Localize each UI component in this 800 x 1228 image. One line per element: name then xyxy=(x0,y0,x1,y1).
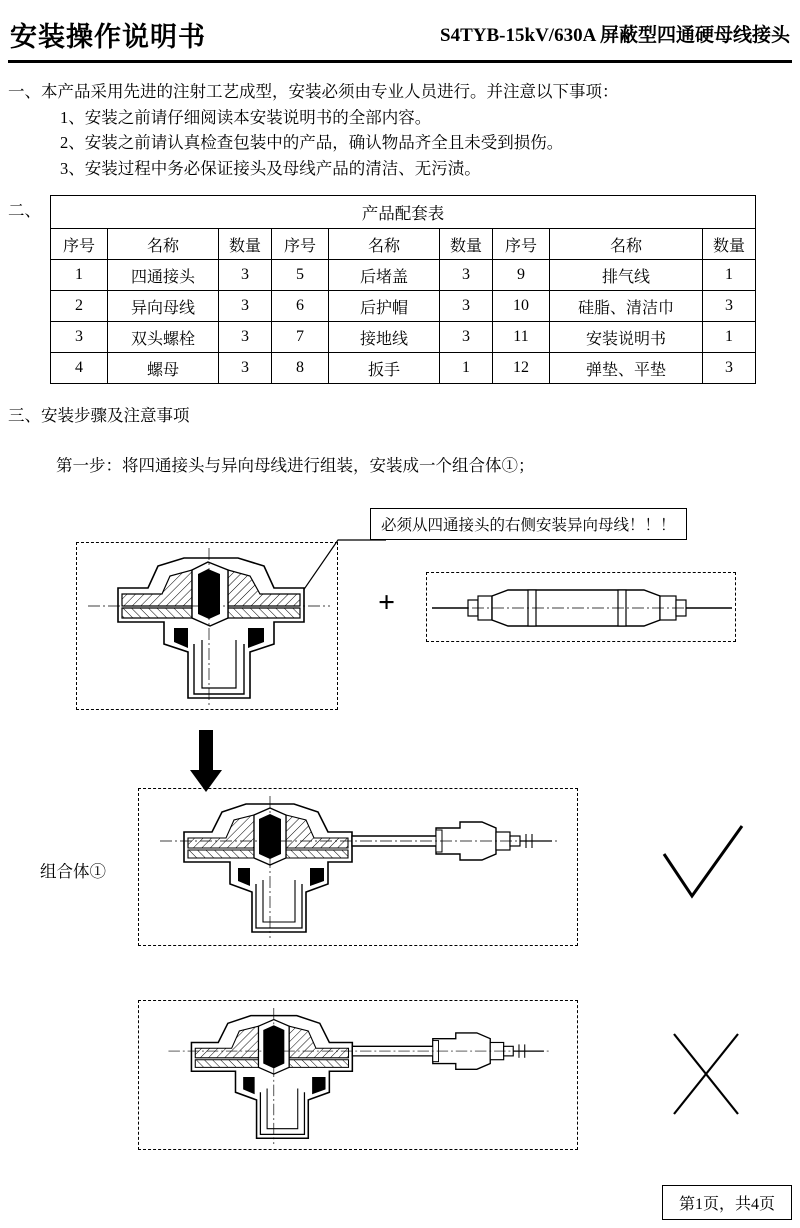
section-one-item-2: 2、安装之前请认真检查包装中的产品，确认物品齐全且未受到损伤。 xyxy=(60,133,564,153)
cell: 3 xyxy=(440,260,493,291)
page-frame xyxy=(8,8,792,1220)
cell: 后堵盖 xyxy=(329,260,440,291)
cell: 弹垫、平垫 xyxy=(550,353,703,384)
cell: 7 xyxy=(272,322,329,353)
col-header-qty-1: 数量 xyxy=(219,229,272,260)
section-one-intro-text: 本产品采用先进的注射工艺成型，安装必须由专业人员进行。并注意以下事项： xyxy=(41,82,619,101)
cell: 接地线 xyxy=(329,322,440,353)
cell: 双头螺栓 xyxy=(108,322,219,353)
product-model-title: S4TYB-15kV/630A 屏蔽型四通硬母线接头 xyxy=(440,25,790,46)
section-two-marker: 二、 xyxy=(8,201,41,221)
section-one-item-1: 1、安装之前请仔细阅读本安装说明书的全部内容。 xyxy=(60,107,432,127)
cross-mark-icon xyxy=(668,1028,744,1120)
cell: 1 xyxy=(51,260,108,291)
cell: 8 xyxy=(272,353,329,384)
busbar-figure xyxy=(432,582,732,634)
section-two xyxy=(8,195,792,384)
table-row xyxy=(51,353,756,384)
cell: 4 xyxy=(51,353,108,384)
cell: 3 xyxy=(440,322,493,353)
section-one-item-3: 3、安装过程中务必保证接头及母线产品的清洁、无污渍。 xyxy=(60,158,481,178)
cell: 1 xyxy=(703,322,756,353)
cell: 后护帽 xyxy=(329,291,440,322)
table-row xyxy=(51,322,756,353)
cell: 3 xyxy=(703,353,756,384)
cell: 螺母 xyxy=(108,353,219,384)
cell: 硅脂、清洁巾 xyxy=(550,291,703,322)
cell: 3 xyxy=(219,260,272,291)
page-title: 安装操作说明书 xyxy=(10,21,206,52)
down-arrow-icon xyxy=(186,730,226,794)
cell: 3 xyxy=(219,353,272,384)
section-one-marker: 一、 xyxy=(8,82,41,101)
section-one-intro xyxy=(8,79,792,105)
plus-symbol: + xyxy=(378,586,396,620)
col-header-name-2: 名称 xyxy=(329,229,440,260)
four-way-connector-figure xyxy=(88,548,330,706)
cell: 12 xyxy=(493,353,550,384)
table-caption-row xyxy=(51,196,756,229)
callout-note: 必须从四通接头的右侧安装异向母线！！！ xyxy=(370,508,687,540)
cell: 10 xyxy=(493,291,550,322)
col-header-qty-2: 数量 xyxy=(440,229,493,260)
cell: 3 xyxy=(440,291,493,322)
cell: 6 xyxy=(272,291,329,322)
parts-table xyxy=(50,195,756,384)
assembly-label: 组合体① xyxy=(40,862,106,882)
cell: 1 xyxy=(703,260,756,291)
page-number-box: 第1页，共4页 xyxy=(662,1185,792,1220)
table-row xyxy=(51,260,756,291)
cell: 9 xyxy=(493,260,550,291)
cell: 排气线 xyxy=(550,260,703,291)
figures-area xyxy=(8,490,792,1150)
table-header-row xyxy=(51,229,756,260)
cell: 11 xyxy=(493,322,550,353)
assembly-correct-figure xyxy=(160,796,560,938)
cell: 5 xyxy=(272,260,329,291)
cell: 3 xyxy=(219,291,272,322)
parts-table-caption: 产品配套表 xyxy=(51,196,756,229)
cell: 3 xyxy=(219,322,272,353)
cell: 扳手 xyxy=(329,353,440,384)
section-three-title: 三、安装步骤及注意事项 xyxy=(8,406,190,426)
col-header-idx-1: 序号 xyxy=(51,229,108,260)
check-mark-icon xyxy=(658,820,748,910)
col-header-idx-2: 序号 xyxy=(272,229,329,260)
cell: 1 xyxy=(440,353,493,384)
col-header-idx-3: 序号 xyxy=(493,229,550,260)
col-header-qty-3: 数量 xyxy=(703,229,756,260)
cell: 安装说明书 xyxy=(550,322,703,353)
assembly-wrong-figure xyxy=(160,1008,560,1144)
cell: 2 xyxy=(51,291,108,322)
step-one-text: 第一步：将四通接头与异向母线进行组装，安装成一个组合体①； xyxy=(56,456,535,476)
cell: 异向母线 xyxy=(108,291,219,322)
cell: 3 xyxy=(703,291,756,322)
document-header xyxy=(8,8,792,63)
cell: 四通接头 xyxy=(108,260,219,291)
table-row xyxy=(51,291,756,322)
section-one xyxy=(8,79,792,181)
cell: 3 xyxy=(51,322,108,353)
col-header-name-3: 名称 xyxy=(550,229,703,260)
col-header-name-1: 名称 xyxy=(108,229,219,260)
